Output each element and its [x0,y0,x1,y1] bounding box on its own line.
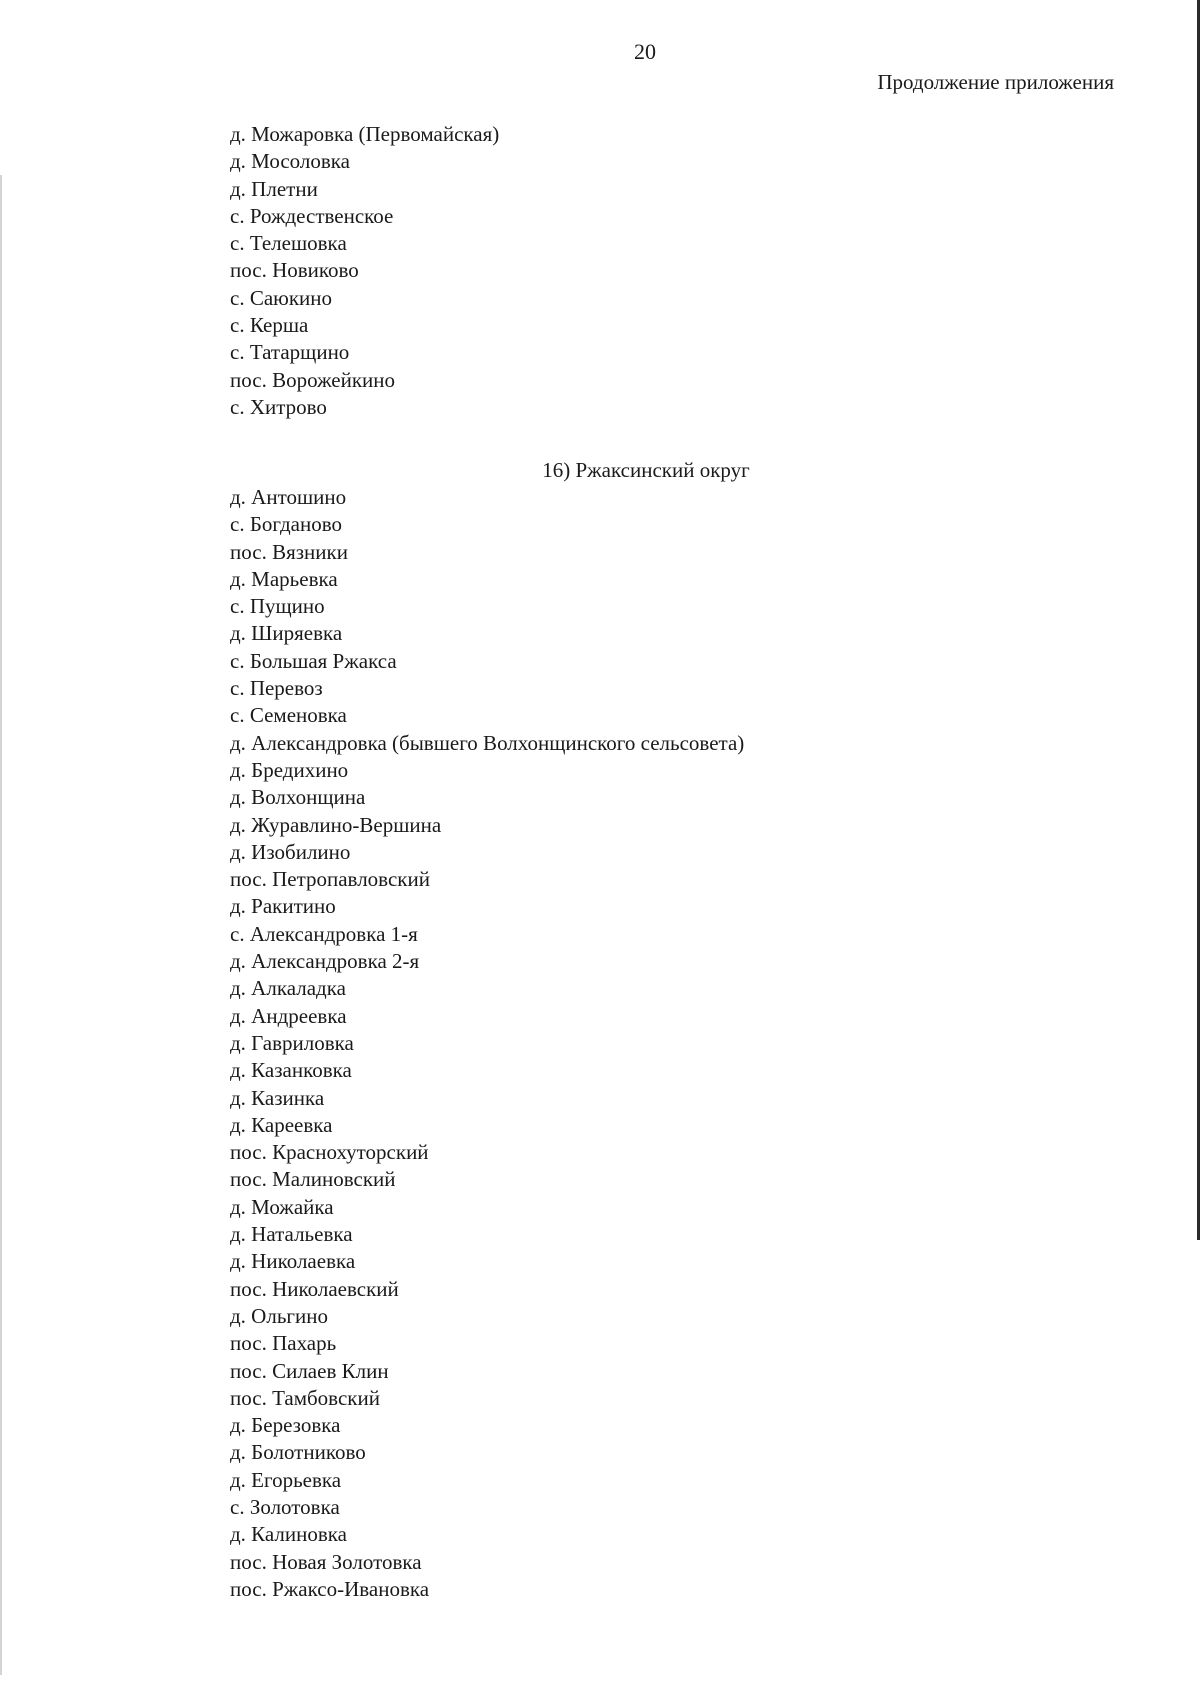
list-item: пос. Петропавловский [230,867,430,892]
list-item: с. Пущино [230,594,325,619]
list-item: с. Золотовка [230,1494,340,1519]
continuation-label: Продолжение приложения [877,70,1114,94]
list-item: д. Ширяевка [230,621,343,646]
list-item: пос. Вязники [230,539,348,564]
list-item: с. Семеновка [230,703,347,728]
list-item: д. Бредихино [230,757,349,782]
list-item: д. Волхонщина [230,785,366,810]
list-item: пос. Новиково [230,258,359,283]
list-item: д. Натальевка [230,1222,353,1247]
list-item: с. Богданово [230,512,342,537]
list-item: с. Рождественское [230,203,394,228]
list-item: пос. Николаевский [230,1276,399,1301]
list-item: д. Николаевка [230,1249,356,1274]
list-item: д. Ракитино [230,894,336,919]
list-item: д. Казинка [230,1085,325,1110]
list-item: д. Калиновка [230,1522,347,1547]
list-item: с. Перевоз [230,676,323,701]
settlement-list-continued [230,121,499,421]
settlement-list-section-16 [230,484,744,1603]
list-item: с. Телешовка [230,231,347,256]
list-item: пос. Новая Золотовка [230,1549,422,1574]
list-item: д. Ольгино [230,1303,328,1328]
list-item: д. Березовка [230,1413,341,1438]
list-item: д. Егорьевка [230,1467,342,1492]
list-item: с. Хитрово [230,394,327,419]
scan-left-edge [0,175,2,1675]
list-item: д. Журавлино-Вершина [230,812,442,837]
list-item: д. Казанковка [230,1058,352,1083]
list-item: д. Можаровка (Первомайская) [230,122,500,146]
list-item: с. Большая Ржакса [230,648,397,673]
list-item: д. Александровка 2-я [230,949,420,974]
list-item: с. Татарщино [230,340,350,365]
section-heading: 16) Ржаксинский округ [542,458,750,482]
list-item: пос. Тамбовский [230,1385,380,1410]
list-item: пос. Ржаксо-Ивановка [230,1576,430,1601]
list-item: д. Болотниково [230,1440,366,1465]
list-item: д. Андреевка [230,1003,347,1028]
list-item: пос. Силаев Клин [230,1358,389,1383]
list-item: д. Алкаладка [230,976,346,1001]
list-item: с. Керша [230,313,309,338]
list-item: д. Марьевка [230,566,338,591]
list-item: с. Саюкино [230,285,333,310]
list-item: д. Кареевка [230,1112,333,1137]
list-item: д. Антошино [230,485,347,509]
list-item: д. Гавриловка [230,1030,354,1055]
list-item: д. Можайка [230,1194,334,1219]
list-item: с. Александровка 1-я [230,921,418,946]
list-item: пос. Ворожейкино [230,367,396,392]
list-item: пос. Краснохуторский [230,1140,429,1165]
page-number: 20 [634,39,656,64]
list-item: пос. Пахарь [230,1331,337,1356]
list-item: д. Изобилино [230,839,351,864]
list-item: д. Александровка (бывшего Волхонщинского сельсовета) [230,730,745,755]
list-item: д. Мосоловка [230,149,351,174]
list-item: д. Плетни [230,176,318,201]
list-item: пос. Малиновский [230,1167,396,1192]
